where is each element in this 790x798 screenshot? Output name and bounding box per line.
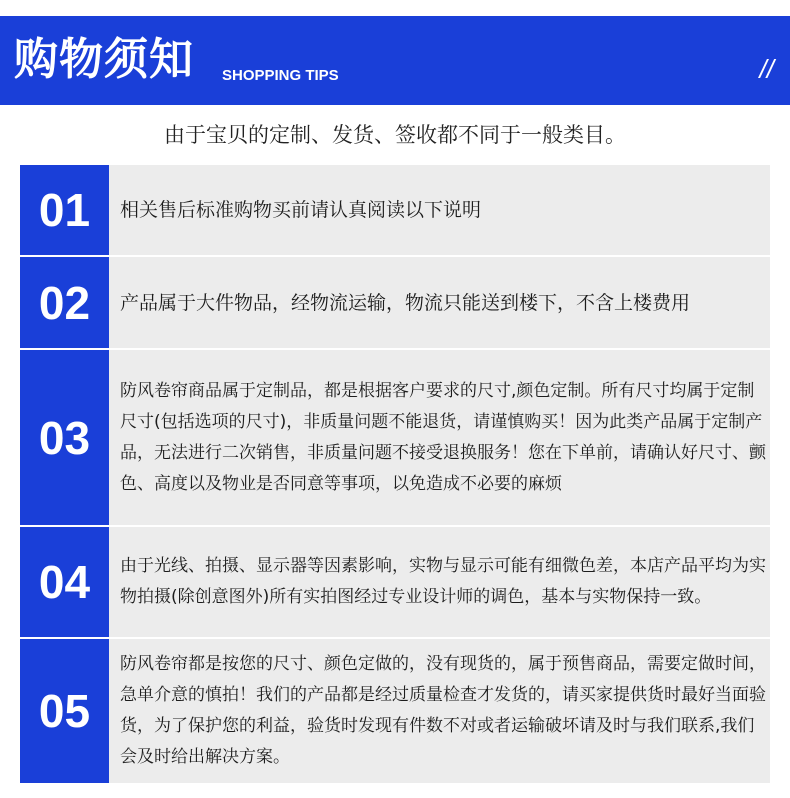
tip-item-1: [20, 165, 770, 255]
tip-text: 相关售后标准购物买前请认真阅读以下说明: [120, 199, 482, 221]
tip-item-2: [20, 257, 770, 348]
page-title: 购物须知: [14, 34, 194, 85]
tip-number: 02: [20, 257, 109, 348]
tip-item-3: [20, 350, 770, 525]
tip-text: 防风卷帘商品属于定制品，都是根据客户要求的尺寸,颜色定制。所有尺寸均属于定制尺寸(包括选项的尺寸)，非质量问题不能退货，请谨慎购买！因为此类产品属于定制产品，无法进行二次销售，非质量问题不接受退换服务！您在下单前，请确认好尺寸、颤色、高度以及物业是否同意等事项，以免造成不必要的麻烦: [120, 380, 766, 494]
tip-item-4: [20, 527, 770, 637]
tip-number: 01: [20, 165, 109, 255]
tip-number: 04: [20, 527, 109, 637]
tip-number: 05: [20, 639, 109, 783]
tip-text: 由于光线、拍摄、显示器等因素影响，实物与显示可能有细微色差，本店产品平均为实物拍摄(除创意图外)所有实拍图经过专业设计师的调色，基本与实物保持一致。: [120, 556, 766, 607]
tip-number: 03: [20, 350, 109, 525]
tip-item-5: [20, 639, 770, 783]
intro-text: 由于宝贝的定制、发货、签收都不同于一般类目。: [164, 123, 626, 147]
page-subtitle: SHOPPING TIPS: [222, 67, 339, 84]
header-banner: [0, 16, 790, 105]
slash-decoration-icon: //: [759, 54, 774, 84]
tip-text: 产品属于大件物品，经物流运输，物流只能送到楼下，不含上楼费用: [120, 291, 691, 314]
tip-text: 防风卷帘都是按您的尺寸、颜色定做的，没有现货的，属于预售商品，需要定做时间，急单介意的慎拍！我们的产品都是经过质量检查才发货的，请买家提供货时最好当面验货，为了保护您的利益，验货时发现有件数不对或者运输破坏请及时与我们联系,我们会及时给出解决方案。: [120, 654, 766, 767]
